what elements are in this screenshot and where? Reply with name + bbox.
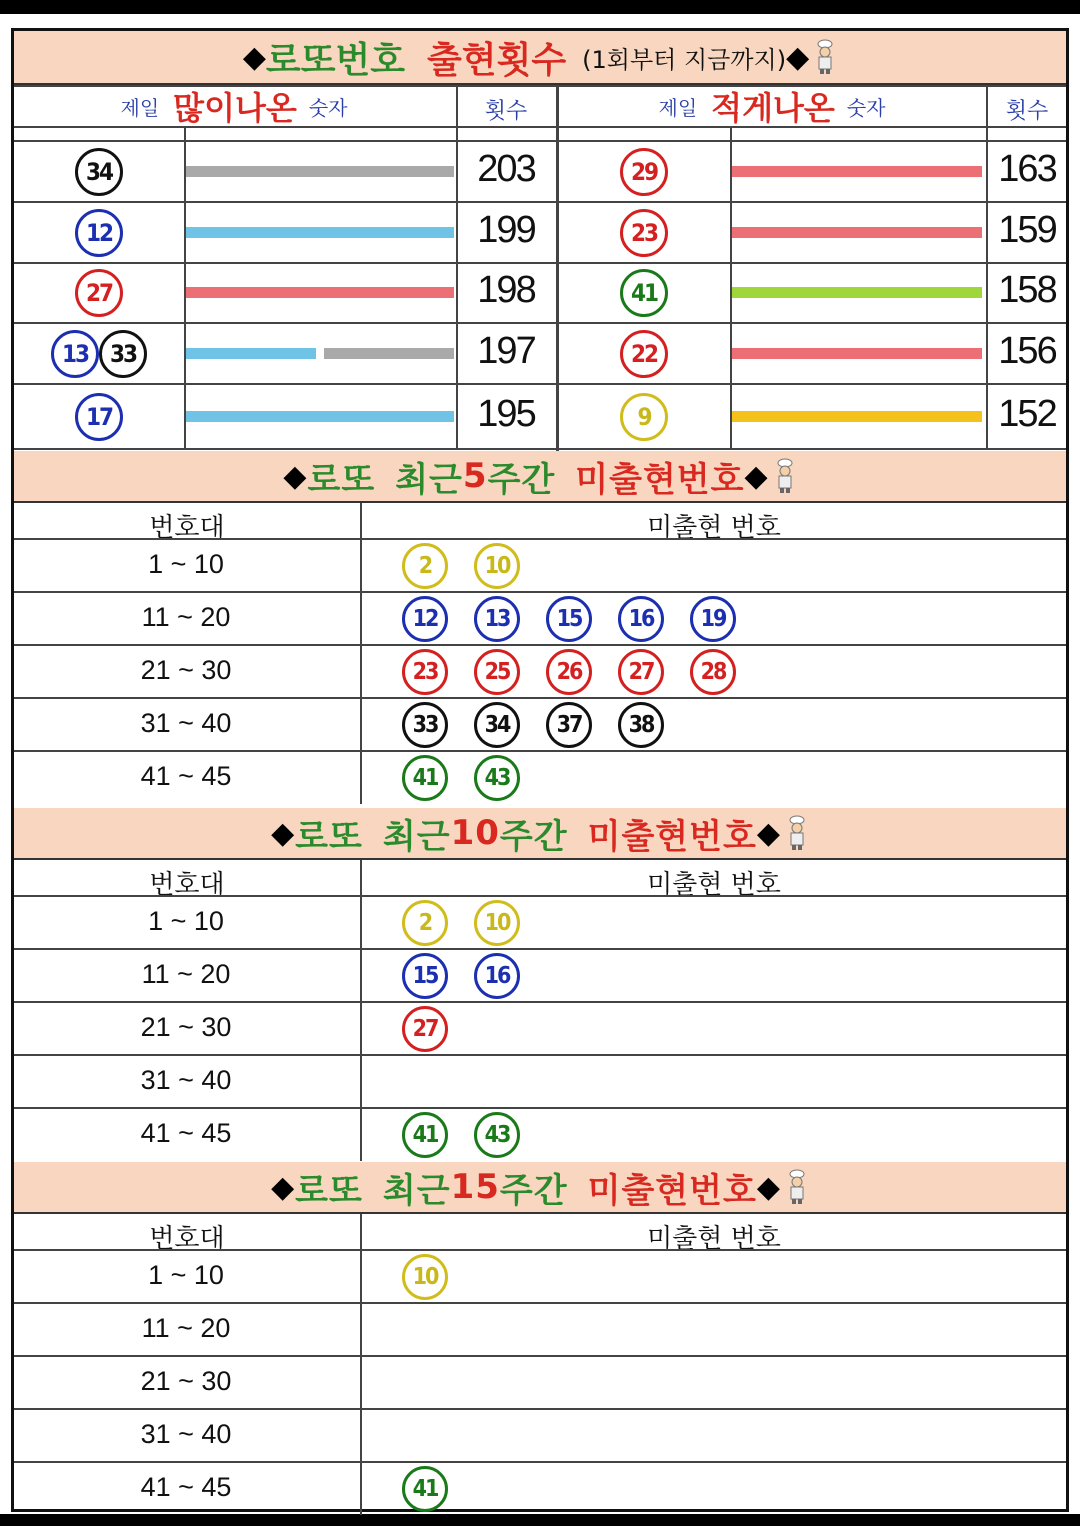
- least-title: 적게나온: [711, 89, 835, 127]
- range-label: 11 ~ 20: [141, 1313, 231, 1343]
- missing-number-ball: 27: [402, 1006, 448, 1052]
- divider: [14, 126, 1066, 128]
- least-count: 156: [998, 329, 1056, 372]
- most-frequency-bar: [186, 287, 454, 298]
- least-frequency-bar: [732, 287, 982, 298]
- row-divider: [14, 140, 1066, 142]
- range-label: 21 ~ 30: [140, 1366, 232, 1396]
- section-title-bar: [14, 1162, 1066, 1214]
- row-divider: [14, 750, 1066, 752]
- missing-number-ball: 10: [402, 1254, 448, 1300]
- missing-number-ball: 23: [402, 649, 448, 695]
- most-prefix: 제일: [120, 95, 160, 120]
- range-label: 21 ~ 30: [140, 1012, 232, 1042]
- least-number-ball: 9: [620, 393, 668, 441]
- least-count: 158: [998, 269, 1056, 311]
- range-label: 41 ~ 45: [140, 1118, 232, 1148]
- most-suffix: 숫자: [308, 95, 348, 120]
- row-divider: [14, 697, 1066, 699]
- missing-number-ball: 33: [402, 702, 448, 748]
- least-frequency-bar: [732, 348, 982, 359]
- row-divider: [14, 895, 1066, 897]
- section-title-missing: 미출현번호: [587, 1170, 757, 1211]
- range-label: 1 ~ 10: [148, 549, 224, 579]
- range-label: 41 ~ 45: [140, 761, 232, 791]
- most-count: 197: [477, 329, 535, 372]
- most-number-ball: 34: [75, 148, 123, 196]
- most-number-ball: 17: [75, 393, 123, 441]
- diamond-icon: ◆: [283, 458, 308, 494]
- least-count-header: 횟수: [1005, 99, 1049, 124]
- row-divider: [14, 1249, 1066, 1251]
- most-header: [14, 86, 454, 126]
- most-number-ball: 13: [51, 330, 99, 378]
- least-header: [558, 86, 986, 126]
- section-title-weeks-number: 15: [450, 1167, 500, 1207]
- chef-mascot-icon: [785, 1169, 809, 1205]
- section-title-missing: 미출현번호: [587, 816, 757, 857]
- section-title-weeks-number: 5: [462, 456, 488, 496]
- section-title-weeks: 주간: [499, 1170, 568, 1211]
- missing-number-ball: 37: [546, 702, 592, 748]
- diamond-icon: ◆: [744, 458, 769, 494]
- missing-column-header: 미출현 번호: [647, 1224, 781, 1254]
- section-title-lotto: 로또: [295, 816, 363, 857]
- title-frequency: 출현횟수: [427, 39, 567, 81]
- missing-number-ball: 43: [474, 1112, 520, 1158]
- most-title: 많이나온: [173, 89, 297, 127]
- least-frequency-bar: [732, 411, 982, 422]
- most-frequency-bar: [186, 411, 454, 422]
- missing-number-ball: 13: [474, 596, 520, 642]
- column-divider: [360, 1214, 362, 1515]
- section-title-missing: 미출현번호: [575, 459, 745, 500]
- missing-number-ball: 43: [474, 755, 520, 801]
- missing-number-ball: 41: [402, 1466, 448, 1512]
- range-label: 11 ~ 20: [141, 959, 231, 989]
- section-title-lotto: 로또: [295, 1170, 363, 1211]
- section-title-weeks: 주간: [487, 459, 556, 500]
- chef-mascot-icon: [785, 815, 809, 851]
- row-divider: [14, 1054, 1066, 1056]
- row-divider: [14, 383, 1066, 385]
- row-divider: [14, 1408, 1066, 1410]
- most-frequency-bar: [186, 227, 454, 238]
- least-frequency-bar: [732, 227, 982, 238]
- center-divider: [556, 85, 559, 451]
- missing-number-ball: 10: [474, 900, 520, 946]
- range-label: 1 ~ 10: [148, 1260, 224, 1290]
- missing-number-ball: 2: [402, 900, 448, 946]
- range-label: 11 ~ 20: [141, 602, 231, 632]
- section-title-bar: [14, 451, 1066, 503]
- range-label: 21 ~ 30: [140, 655, 232, 685]
- row-divider: [14, 538, 1066, 540]
- row-divider: [14, 448, 1066, 450]
- section-title-lotto: 로또: [307, 459, 376, 500]
- row-divider: [14, 1001, 1066, 1003]
- missing-number-ball: 28: [690, 649, 736, 695]
- frequency-title-bar: [14, 31, 1066, 85]
- range-column-header: 번호대: [149, 513, 225, 543]
- row-divider: [14, 322, 1066, 324]
- chef-mascot-icon: [813, 39, 837, 75]
- most-number-ball: 12: [75, 209, 123, 257]
- range-column-header: 번호대: [149, 870, 225, 900]
- most-number-ball: 33: [99, 330, 147, 378]
- row-divider: [14, 644, 1066, 646]
- range-label: 31 ~ 40: [140, 708, 232, 738]
- range-column-header: 번호대: [149, 1224, 225, 1254]
- most-frequency-bar: [186, 348, 316, 359]
- title-lotto-number: 로또번호: [265, 39, 406, 81]
- missing-number-ball: 41: [402, 755, 448, 801]
- missing-number-ball: 34: [474, 702, 520, 748]
- least-prefix: 제일: [658, 95, 698, 120]
- most-frequency-bar: [186, 166, 454, 177]
- missing-number-ball: 16: [618, 596, 664, 642]
- least-suffix: 숫자: [846, 95, 886, 120]
- section-title-recent: 최근: [395, 459, 463, 500]
- least-count: 152: [998, 392, 1056, 435]
- missing-number-ball: 26: [546, 649, 592, 695]
- diamond-icon: ◆: [271, 1169, 296, 1205]
- missing-number-ball: 38: [618, 702, 664, 748]
- missing-number-ball: 15: [546, 596, 592, 642]
- missing-number-ball: 12: [402, 596, 448, 642]
- most-count: 195: [477, 392, 535, 435]
- most-count: 199: [477, 208, 535, 251]
- most-number-ball: 27: [75, 269, 123, 317]
- missing-number-ball: 10: [474, 543, 520, 589]
- least-number-ball: 22: [620, 330, 668, 378]
- most-count: 198: [477, 269, 535, 311]
- section-title-bar: [14, 808, 1066, 860]
- diamond-icon: ◆: [756, 815, 781, 851]
- lotto-stats-sheet: [0, 14, 1080, 1514]
- least-number-ball: 41: [620, 269, 668, 317]
- most-count-header: 횟수: [484, 99, 528, 124]
- title-subtitle: (1회부터 지금까지): [582, 45, 787, 74]
- column-divider: [360, 503, 362, 804]
- least-number-ball: 29: [620, 148, 668, 196]
- section-title-recent: 최근: [382, 1170, 451, 1211]
- column-divider: [360, 860, 362, 1161]
- range-label: 41 ~ 45: [140, 1472, 232, 1502]
- least-count: 159: [998, 208, 1056, 251]
- missing-number-ball: 27: [618, 649, 664, 695]
- least-number-ball: 23: [620, 209, 668, 257]
- diamond-icon: ◆: [786, 39, 810, 75]
- row-divider: [14, 1355, 1066, 1357]
- missing-number-ball: 15: [402, 953, 448, 999]
- row-divider: [14, 948, 1066, 950]
- range-label: 1 ~ 10: [148, 906, 224, 936]
- most-frequency-bar: [324, 348, 454, 359]
- row-divider: [14, 262, 1066, 264]
- range-label: 31 ~ 40: [140, 1419, 232, 1449]
- section-title-recent: 최근: [382, 816, 451, 857]
- missing-column-header: 미출현 번호: [647, 870, 781, 900]
- least-frequency-bar: [732, 166, 982, 177]
- missing-number-ball: 2: [402, 543, 448, 589]
- section-title-weeks: 주간: [499, 816, 568, 857]
- missing-number-ball: 19: [690, 596, 736, 642]
- missing-number-ball: 41: [402, 1112, 448, 1158]
- missing-column-header: 미출현 번호: [647, 513, 781, 543]
- diamond-icon: ◆: [242, 39, 266, 75]
- diamond-icon: ◆: [756, 1169, 781, 1205]
- most-count: 203: [477, 147, 535, 190]
- least-count: 163: [998, 147, 1056, 190]
- range-label: 31 ~ 40: [140, 1065, 232, 1095]
- row-divider: [14, 1461, 1066, 1463]
- section-title-weeks-number: 10: [450, 813, 500, 853]
- chef-mascot-icon: [773, 458, 797, 494]
- row-divider: [14, 1302, 1066, 1304]
- missing-number-ball: 25: [474, 649, 520, 695]
- row-divider: [14, 201, 1066, 203]
- row-divider: [14, 1107, 1066, 1109]
- missing-number-ball: 16: [474, 953, 520, 999]
- diamond-icon: ◆: [271, 815, 296, 851]
- row-divider: [14, 591, 1066, 593]
